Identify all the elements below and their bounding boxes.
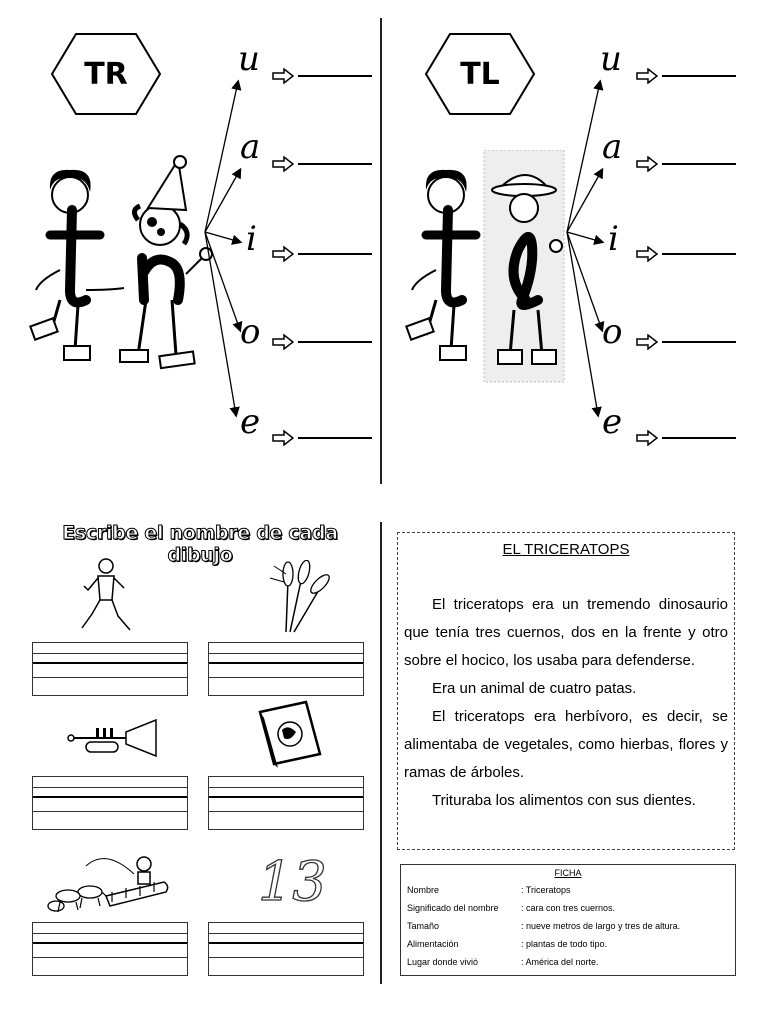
boy-head-icon	[510, 194, 538, 222]
tl-answer-line-o[interactable]	[662, 341, 736, 343]
reading-paragraph: Trituraba los alimentos con sus dientes.	[432, 792, 696, 809]
tl-children-illustration	[398, 150, 573, 385]
tl-badge-label: TL	[460, 56, 500, 92]
tr-badge	[50, 32, 162, 116]
letter-t-icon	[70, 210, 86, 302]
worksheet-title: Escribe el nombre de cada dibujo	[62, 522, 338, 566]
ficha-row	[407, 885, 729, 903]
reading-paragraph: El triceratops era un tremendo dinosaurio que tenía tres cuernos, dos en la frente y otro sobre el hocico, los usaba para defenderse.	[404, 596, 728, 669]
reading-title: EL TRICERATOPS	[502, 541, 630, 558]
write-box-sled[interactable]	[32, 922, 188, 976]
ficha-label: Significado del nombre	[407, 903, 499, 913]
reading-box	[397, 532, 735, 850]
number-13-outline: 13	[258, 850, 327, 913]
tr-answer-line-o[interactable]	[298, 341, 372, 343]
write-box-runner[interactable]	[32, 642, 188, 696]
tl-vowel-o: o	[602, 312, 623, 352]
tr-answer-line-a[interactable]	[298, 163, 372, 165]
tr-vowel-u: u	[238, 39, 260, 79]
tr-answer-line-u[interactable]	[298, 75, 372, 77]
bottom-vertical-divider	[380, 522, 382, 984]
tr-vowel-a: a	[240, 127, 261, 167]
ficha-value: : Triceratops	[521, 885, 571, 895]
letter-t-icon	[446, 210, 462, 302]
tl-arrow-icon-a	[636, 156, 658, 172]
tr-arrow-icon-a	[272, 156, 294, 172]
runner-icon	[78, 556, 134, 636]
tl-arrow-icon-o	[636, 334, 658, 350]
reading-text	[404, 591, 728, 815]
top-vertical-divider	[380, 18, 382, 484]
tr-answer-line-e[interactable]	[298, 437, 372, 439]
ficha-value: : cara con tres cuernos.	[521, 903, 616, 913]
ficha-title: FICHA	[554, 868, 582, 878]
ficha-label: Nombre	[407, 885, 440, 895]
tl-answer-line-a[interactable]	[662, 163, 736, 165]
tl-answer-line-u[interactable]	[662, 75, 736, 77]
ficha-value: : nueve metros de largo y tres de altura.	[521, 921, 681, 931]
tl-arrow-icon-i	[636, 246, 658, 262]
ficha-row	[407, 903, 729, 921]
ficha-row	[407, 921, 729, 939]
ficha-value: : América del norte.	[521, 957, 599, 967]
write-box-atlas[interactable]	[208, 776, 364, 830]
write-box-wheat[interactable]	[208, 642, 364, 696]
clown-head-icon	[140, 205, 180, 245]
wheat-icon	[266, 560, 330, 634]
tl-vowel-a: a	[602, 127, 623, 167]
tr-vowel-o: o	[240, 312, 261, 352]
tr-vowel-e: e	[240, 402, 261, 442]
tr-arrow-icon-e	[272, 430, 294, 446]
tl-badge	[424, 32, 536, 116]
write-box-number[interactable]	[208, 922, 364, 976]
write-box-trumpet[interactable]	[32, 776, 188, 830]
ficha-row	[407, 939, 729, 957]
ficha-label: Lugar donde vivió	[407, 957, 479, 967]
ficha-row	[407, 957, 729, 975]
tl-answer-line-e[interactable]	[662, 437, 736, 439]
tr-arrow-icon-u	[272, 68, 294, 84]
trumpet-icon	[66, 716, 160, 760]
tr-vowel-i: i	[246, 219, 257, 259]
tr-answer-line-i[interactable]	[298, 253, 372, 255]
tl-vowel-u: u	[600, 39, 622, 79]
tl-arrow-icon-e	[636, 430, 658, 446]
tr-children-illustration	[20, 150, 215, 380]
sled-icon	[46, 846, 172, 916]
tr-badge-label: TR	[84, 56, 128, 92]
ficha-value: : plantas de todo tipo.	[521, 939, 608, 949]
tl-vowel-e: e	[602, 402, 623, 442]
tl-vowel-i: i	[608, 219, 619, 259]
tr-arrow-icon-o	[272, 334, 294, 350]
reading-paragraph: El triceratops era herbívoro, es decir, se alimentaba de vegetales, como hierbas, flores y ramas de árboles.	[404, 708, 728, 781]
atlas-icon	[256, 698, 324, 768]
ficha-label: Alimentación	[407, 939, 459, 949]
tl-arrow-icon-u	[636, 68, 658, 84]
ficha-label: Tamaño	[407, 921, 440, 931]
reading-paragraph: Era un animal de cuatro patas.	[432, 680, 637, 697]
letter-r-icon	[142, 258, 180, 300]
tr-arrow-icon-i	[272, 246, 294, 262]
tl-answer-line-i[interactable]	[662, 253, 736, 255]
ficha-card	[400, 864, 736, 976]
